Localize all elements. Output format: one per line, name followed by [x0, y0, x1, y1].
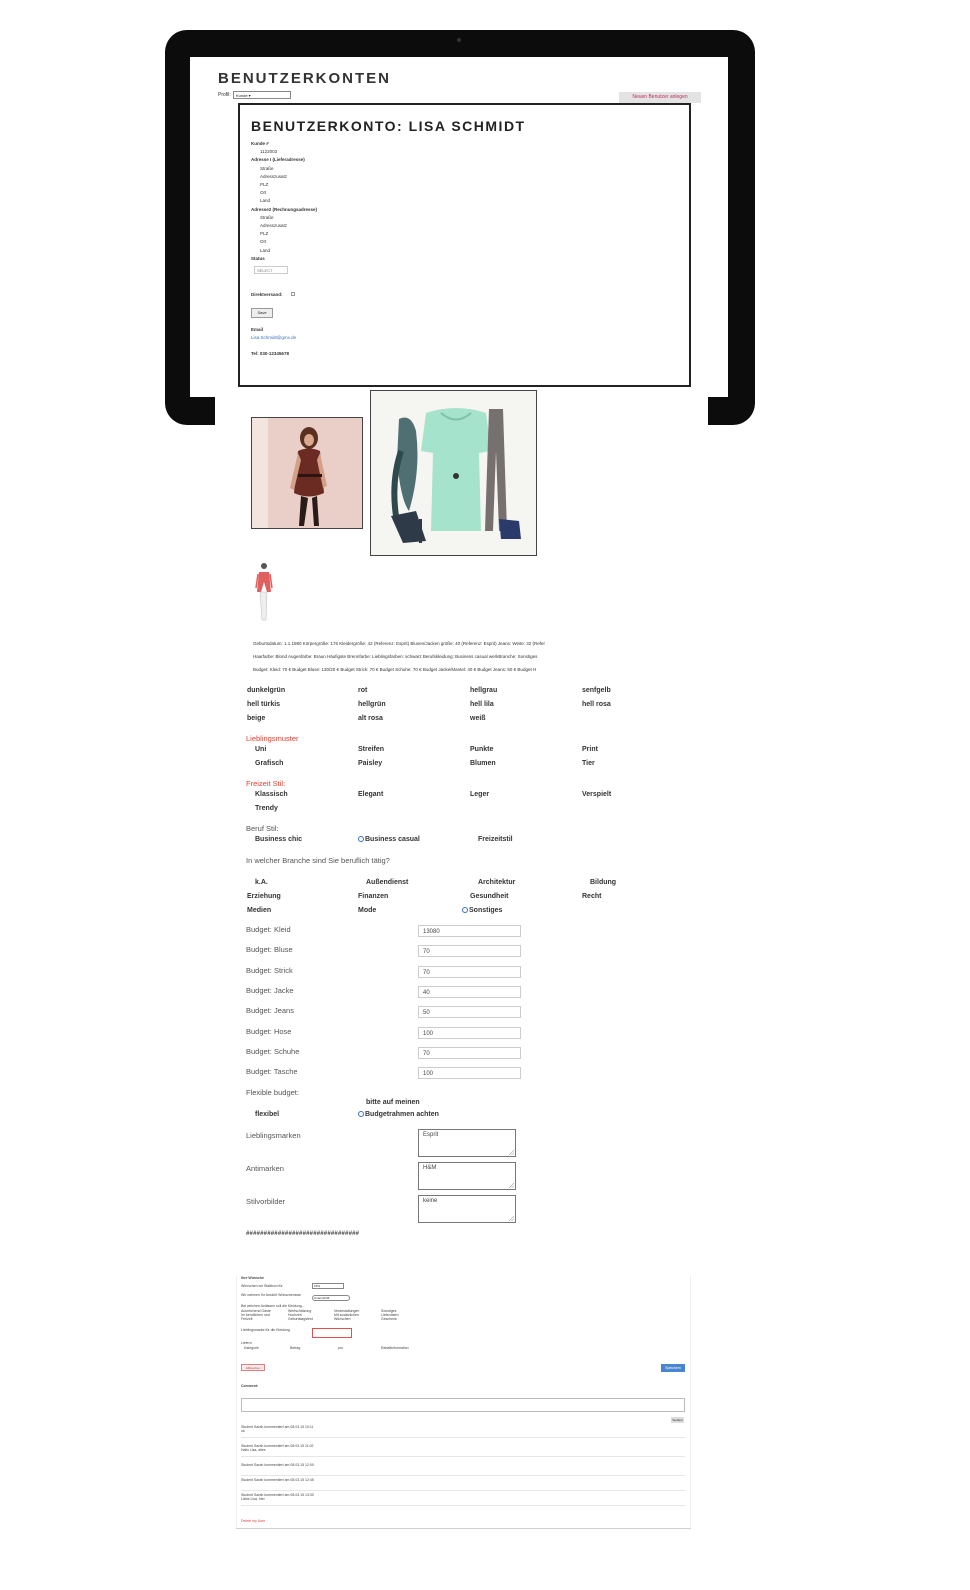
account-detail-line: Straße — [260, 165, 274, 171]
budget-input[interactable]: 50 — [418, 1006, 521, 1018]
industry-label: Erziehung — [247, 893, 281, 900]
occasion-option[interactable]: Wünschen — [334, 1317, 351, 1321]
separator-hashes: ################################ — [246, 1231, 360, 1237]
work-style-label: Business chic — [255, 836, 303, 843]
account-detail-line: PLZ — [260, 231, 269, 237]
occasion-option[interactable]: Geburtstagsfest — [288, 1317, 313, 1321]
account-detail-line: Status — [251, 255, 265, 261]
profil-select[interactable]: Kunde ▾ — [233, 91, 291, 99]
dress-icon — [255, 562, 273, 622]
industry-label: Finanzen — [358, 893, 389, 900]
industry-option[interactable] — [590, 879, 616, 886]
comment-meta: Student Sarah kommentiert am 08.03.15 10:11 — [241, 1425, 314, 1429]
freetime-style-option[interactable]: Trendy — [255, 805, 278, 812]
budget-label: Budget: Jeans — [246, 1006, 294, 1016]
beruf-label: Beruf Stil: — [246, 824, 279, 833]
status-select[interactable]: SELECT — [254, 266, 288, 274]
comment-meta: Student Sarah kommentiert am 08.03.15 12:00 — [241, 1463, 314, 1467]
preference-textarea[interactable]: keine — [418, 1195, 516, 1223]
pattern-option[interactable]: Uni — [255, 746, 267, 753]
occasion-option[interactable]: Lieferdaten — [381, 1313, 399, 1317]
pattern-option[interactable]: Paisley — [358, 760, 383, 767]
work-style-option[interactable] — [358, 836, 420, 843]
freizeit-label: Freizeit Stil: — [246, 779, 286, 788]
direct-shipping-label: Direktversand: — [251, 292, 283, 297]
work-style-option[interactable] — [478, 836, 513, 843]
camera-icon — [457, 38, 461, 42]
occasion-title: Bei welchen Anlässen soll die Kleidung... — [241, 1304, 305, 1308]
comment-input[interactable] — [241, 1398, 685, 1412]
preference-textarea[interactable]: Esprit — [418, 1129, 516, 1157]
wish-select[interactable]: 15% — [312, 1283, 344, 1289]
profil-label: Profil: — [218, 92, 231, 98]
color-option[interactable]: alt rosa — [358, 715, 383, 722]
color-option[interactable]: hell rosa — [582, 701, 611, 708]
industry-label: Recht — [582, 893, 602, 900]
industry-option[interactable] — [462, 907, 502, 914]
page-title: BENUTZERKONTEN — [218, 70, 391, 87]
budget-input[interactable]: 40 — [418, 986, 521, 998]
industry-label: Gesundheit — [470, 893, 509, 900]
account-detail-line: PLZ — [260, 182, 269, 187]
pattern-option[interactable]: Tier — [582, 760, 595, 767]
industry-option[interactable] — [366, 879, 408, 886]
field-label: Lieblingsmarke für die Kleidung — [241, 1328, 290, 1332]
profile-summary-line: Budget: Kleid: 70 € Budget Bluse: 130/20 € Budget Strick: 70 € Budget Schuhe: 70 € Budget Jacke/Mantel: 40 € Budget Jeans: 50 € Budget H — [253, 667, 537, 672]
comment-meta: Student Sarah kommentiert am 08.03.15 11:02 — [241, 1444, 314, 1448]
account-detail-line: Adresse2 (Rechnungsadresse) — [251, 206, 318, 212]
budget-input[interactable]: 100 — [418, 1067, 521, 1079]
budget-input[interactable]: 70 — [418, 966, 521, 978]
industry-option[interactable] — [247, 907, 271, 914]
occasion-option[interactable]: Freizeit — [241, 1317, 253, 1321]
flexible-option[interactable]: flexibel — [255, 1111, 280, 1118]
occasion-option[interactable]: Mit zusätzlichen — [334, 1313, 359, 1317]
budget-label: Budget: Bluse — [246, 945, 293, 955]
color-option[interactable]: senfgelb — [582, 687, 611, 694]
account-detail-line: Straße — [260, 214, 274, 220]
radio-selected-icon — [462, 907, 468, 913]
account-detail-line: Ort — [260, 190, 267, 196]
color-option[interactable]: weiß — [470, 715, 486, 722]
occasion-option[interactable]: Ausreichend Gäste — [241, 1309, 271, 1313]
pattern-option[interactable]: Streifen — [358, 746, 385, 753]
comment-meta: Student Sarah kommentiert am 08.03.15 13:30 — [241, 1493, 314, 1497]
pattern-option[interactable]: Grafisch — [255, 760, 284, 767]
color-option[interactable]: hell lila — [470, 701, 494, 708]
work-style-option[interactable] — [255, 836, 302, 843]
table-column-header: Kategorie — [244, 1346, 259, 1350]
freetime-style-option[interactable]: Leger — [470, 791, 490, 798]
wish-select[interactable]: Unterschrift — [312, 1295, 350, 1301]
comment-divider — [241, 1475, 685, 1476]
phone-number: Tel: 030-12345678 — [251, 351, 289, 356]
budget-label: Budget: Strick — [246, 965, 293, 975]
account-detail-line: Land — [260, 247, 271, 253]
industry-option[interactable] — [247, 893, 281, 900]
occasion-option[interactable]: Sonstiges — [381, 1309, 397, 1313]
cancel-button[interactable]: Abbrechen — [241, 1364, 265, 1371]
industry-option[interactable] — [358, 907, 376, 914]
color-option[interactable]: rot — [358, 687, 368, 694]
account-detail-line: Land — [260, 198, 271, 204]
lieblingsmuster-label: Lieblingsmuster — [246, 734, 299, 743]
delete-user-link[interactable]: Delete my User — [241, 1519, 266, 1523]
industry-label: Architektur — [478, 879, 516, 886]
budget-label: Budget: Tasche — [246, 1067, 298, 1077]
speichern-button[interactable]: Speichern — [661, 1364, 685, 1372]
table-column-header: Rabattinformation — [381, 1346, 409, 1350]
account-detail-line: Kunde # — [251, 141, 269, 146]
comment-label: Comment: — [241, 1384, 259, 1388]
occasion-option[interactable]: Hochzeit — [288, 1313, 302, 1317]
freetime-style-option[interactable]: Verspielt — [582, 791, 612, 798]
comment-divider — [241, 1505, 685, 1506]
save-button[interactable]: Save — [251, 308, 273, 318]
industry-option[interactable] — [470, 893, 509, 900]
wish-label: Wünschen wir Stattboxi für — [241, 1284, 283, 1288]
account-detail-line: Ort — [260, 239, 267, 245]
industry-label: Mode — [358, 907, 377, 914]
comment-meta: Student Sarah kommentiert am 08.03.15 12:45 — [241, 1478, 314, 1482]
color-option[interactable]: beige — [247, 715, 266, 722]
industry-label: Bildung — [590, 879, 617, 886]
pattern-option[interactable]: Print — [582, 746, 598, 753]
textarea-label: Lieblingsmarken — [246, 1131, 301, 1140]
send-comment-button[interactable]: Senden — [672, 1418, 683, 1422]
occasion-option[interactable]: Geschenk — [381, 1317, 397, 1321]
budget-input[interactable]: 100 — [418, 1027, 521, 1039]
respect-budget-option[interactable] — [358, 1111, 439, 1118]
pattern-option[interactable]: Blumen — [470, 760, 496, 767]
comment-divider — [241, 1490, 685, 1491]
industry-option[interactable] — [478, 879, 515, 886]
budget-label: Budget: Hose — [246, 1026, 292, 1036]
table-column-header: pro — [338, 1346, 344, 1350]
account-detail-line: 1122003 — [260, 149, 278, 155]
budget-input[interactable]: 13080 — [418, 925, 521, 937]
comment-body: ok — [241, 1429, 245, 1433]
industry-option[interactable] — [358, 893, 388, 900]
industry-label: Außendienst — [366, 879, 409, 886]
email-link[interactable]: Lisa.Schmidt@gmx.de — [251, 335, 297, 340]
preference-textarea[interactable]: H&M — [418, 1162, 516, 1190]
textarea-label: Stilvorbilder — [246, 1197, 286, 1206]
occasion-option[interactable]: Wertschätzung — [288, 1309, 312, 1313]
respect-budget-label: Budgetrahmen achten — [365, 1111, 439, 1118]
outfit-collage — [370, 390, 537, 556]
account-detail-line: Adresse I (Lieferadresse) — [251, 157, 305, 163]
wishes-title: Ihre Wünsche — [241, 1276, 264, 1280]
budget-label: Budget: Schuhe — [246, 1046, 300, 1056]
industry-option[interactable] — [582, 893, 601, 900]
pattern-option[interactable]: Punkte — [470, 746, 494, 753]
budget-option-line: bitte auf meinen — [366, 1099, 420, 1106]
radio-selected-icon — [358, 836, 364, 842]
industry-label: Medien — [247, 907, 272, 914]
color-option[interactable]: hell türkis — [247, 701, 281, 708]
footer-divider — [236, 1528, 691, 1529]
budget-label: Budget: Jacke — [246, 985, 294, 995]
radio-selected-icon — [358, 1111, 364, 1117]
comment-body: Hallo Lisa, alles — [241, 1448, 266, 1452]
branche-question: In welcher Branche sind Sie beruflich tätig? — [246, 856, 390, 865]
comment-divider — [241, 1437, 685, 1438]
comment-body: Liebe Lisa, hier — [241, 1497, 265, 1501]
email-label: Email — [251, 327, 264, 332]
freetime-style-option[interactable]: Klassisch — [255, 791, 288, 798]
new-user-button[interactable]: Neuen Benutzer anlegen — [619, 92, 701, 103]
table-column-header: Betrag — [290, 1346, 301, 1350]
profile-summary-line: Haarfarbe: Blond Augenfarbe: Braun Häufigste Brennfarbe: Lieblingsfarben: schwarz Berufskleidung: Business casual werkBranche: Sonstiges — [253, 654, 538, 659]
comment-divider — [241, 1456, 685, 1457]
wish-label: Wir nahmen Ihr Ansicht Wünschenswe — [241, 1293, 301, 1297]
color-option[interactable]: hellgrau — [470, 687, 498, 694]
budget-input[interactable]: 70 — [418, 945, 521, 957]
model-photo — [251, 417, 363, 529]
occasion-option[interactable]: Veranstaltungen — [334, 1309, 360, 1313]
table-label: Liefern — [241, 1341, 252, 1345]
occasion-option[interactable]: Im beruflichen und — [241, 1313, 270, 1317]
brand-input[interactable] — [312, 1328, 352, 1338]
direct-shipping-checkbox[interactable] — [291, 292, 295, 296]
industry-option[interactable] — [255, 879, 268, 886]
user-account-modal — [238, 103, 691, 387]
textarea-label: Antimarken — [246, 1164, 284, 1173]
work-style-label: Freizeitstil — [478, 836, 513, 843]
profile-summary-line: Geburtsdatum: 1.1.1980 Körpergröße: 176 Kleidergröße: 42 (Referenz: Esprit) Blusen/Jacken größe: 40 (Referenz: Esprit) Jeans: Weite: 32 (Refer — [253, 641, 546, 646]
account-detail-line: Adresszusatz — [260, 223, 288, 228]
industry-label: k.A. — [255, 879, 268, 886]
industry-label: Sonstiges — [469, 907, 503, 914]
modal-title: BENUTZERKONTO: LISA SCHMIDT — [251, 118, 526, 134]
account-detail-line: Adresszusatz — [260, 173, 288, 179]
flexible-budget-label: Flexible budget: — [246, 1088, 299, 1097]
budget-label: Budget: Kleid — [246, 925, 291, 934]
color-option[interactable]: dunkelgrün — [247, 687, 286, 694]
budget-input[interactable]: 70 — [418, 1047, 521, 1059]
freetime-style-option[interactable]: Elegant — [358, 791, 384, 798]
work-style-label: Business casual — [365, 836, 420, 843]
color-option[interactable]: hellgrün — [358, 701, 386, 708]
